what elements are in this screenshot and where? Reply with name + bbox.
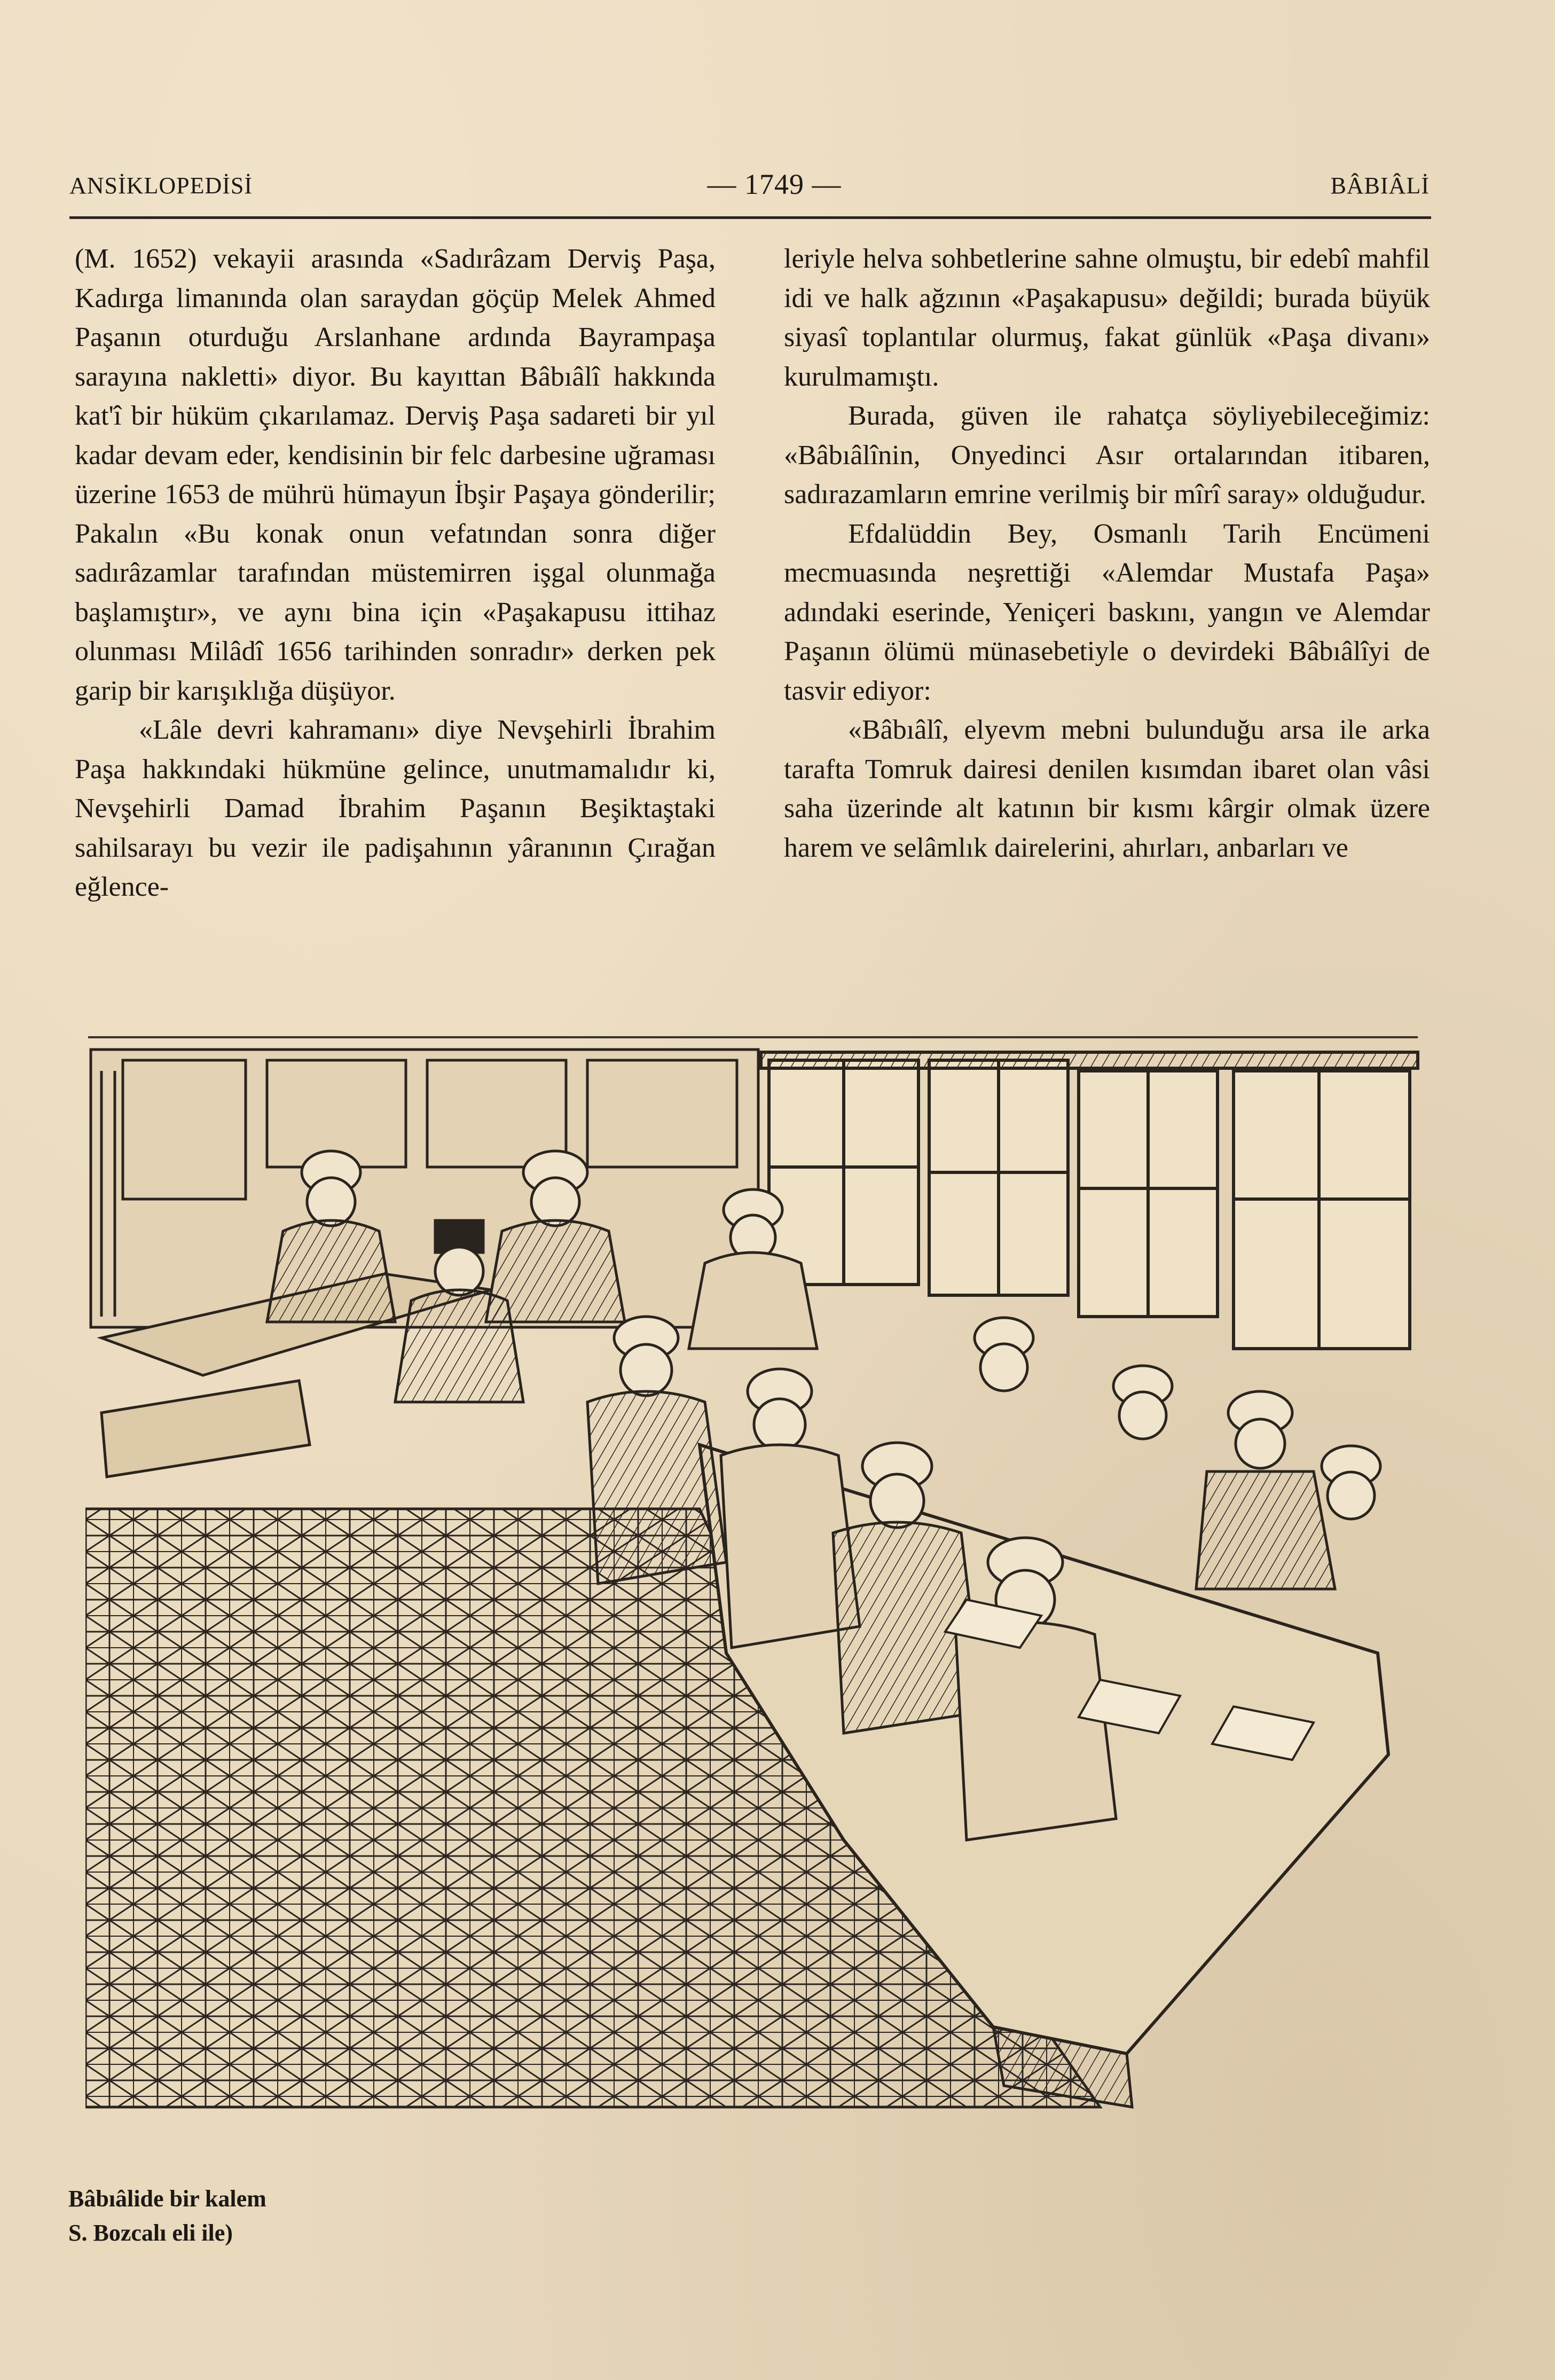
right-paragraph-2: Burada, güven ile rahatça söyliyebileceğimiz: «Bâbıâlînin, Onyedinci Asır ortalarından itibaren, sadırazamların emrine verilmiş bir mîrî saray» olduğudur.	[784, 401, 1430, 510]
right-column	[784, 239, 1430, 867]
caption-line-2: S. Bozcalı eli ile)	[68, 2220, 233, 2246]
left-column	[75, 239, 716, 907]
caption-line-1: Bâbıâlide bir kalem	[68, 2186, 266, 2212]
left-paragraph-1: (M. 1652) vekayii arasında «Sadırâzam Derviş Paşa, Kadırga limanında olan saraydan göçüp Melek Ahmed Paşanın oturduğu Arslanhane ardında Bayrampaşa sarayına nakletti» diyor. Bu kayıttan Bâbıâlî hakkında kat'î bir hüküm çıkarılamaz. Derviş Paşa sadareti bir yıl kadar devam eder, kendisinin bir felc darbesine uğraması üzerine 1653 de mührü hümayun İbşir Paşaya gönderilir; Pakalın «Bu konak onun vefatından sonra diğer sadırâzamlar tarafından müstemirren işgal olunmağa başlamıştır», ve aynı bina için «Paşakapusu ittihaz olunması Milâdî 1656 tarihinden sonradır» derken pek garip bir karışıklığa düşüyor.	[75, 244, 716, 706]
illustration-office-scene	[85, 1039, 1426, 2136]
running-header-right: BÂBIÂLİ	[1330, 173, 1430, 199]
page-number: — 1749 —	[707, 168, 842, 200]
right-paragraph-1: leriyle helva sohbetlerine sahne olmuştu, bir edebî mahfil idi ve halk ağzının «Paşakapusu» değildi; burada büyük siyasî toplantılar olurmuş, fakat günlük «Paşa divanı» kurulmamıştı.	[784, 244, 1430, 392]
windows	[761, 1052, 1418, 1349]
right-paragraph-4: «Bâbıâlî, elyevm mebni bulunduğu arsa ile arka tarafta Tomruk dairesi denilen kısımdan ibaret olan vâsi saha üzerinde alt katının bir kısmı kârgir olmak üzere harem ve selâmlık dairelerini, ahırları, anbarları ve	[784, 715, 1430, 863]
illustration-top-rule	[88, 1036, 1418, 1038]
illustration-caption	[68, 2182, 266, 2250]
left-paragraph-2: «Lâle devri kahramanı» diye Nevşehirli İbrahim Paşa hakkındaki hükmüne gelince, unutmamalıdır ki, Nevşehirli Damad İbrahim Paşanın Beşiktaştaki sahilsarayı bu vezir ile padişahının yâranının Çırağan eğlence-	[75, 715, 716, 902]
running-header-left: ANSİKLOPEDİSİ	[69, 173, 253, 199]
header-rule	[69, 216, 1431, 219]
right-paragraph-3: Efdalüddin Bey, Osmanlı Tarih Encümeni mecmuasında neşrettiği «Alemdar Mustafa Paşa» adındaki eserinde, Yeniçeri baskını, yangın ve Alemdar Paşanın ölümü münasebetiyle o devirdeki Bâbıâlîyi de tasvir ediyor:	[784, 518, 1430, 706]
